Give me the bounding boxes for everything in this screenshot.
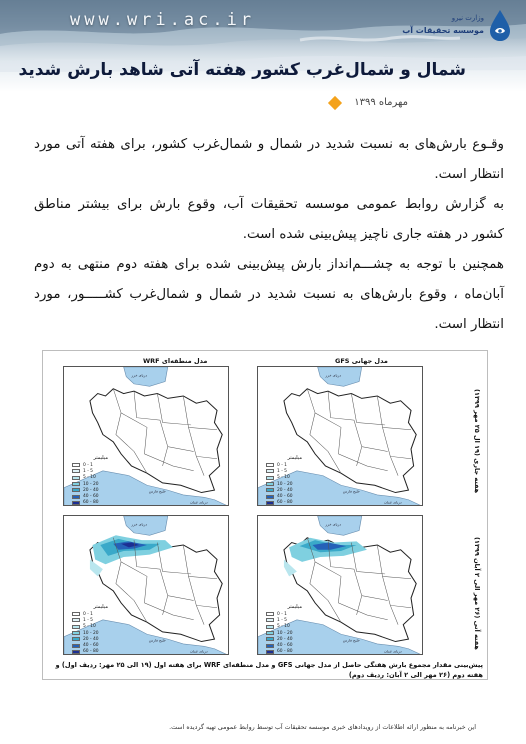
legend-item bbox=[266, 649, 302, 655]
article-paragraph: وقـوع بارش‌های به نسبت شدید در شمال و شمال‌غرب کشور، برای هفته آتی مورد انتظار است. bbox=[34, 137, 504, 182]
oman-sea-label: دریای عمان bbox=[384, 649, 402, 654]
org-ministry: وزارت نیرو bbox=[451, 14, 484, 22]
legend-label: 20 - 40 bbox=[277, 487, 293, 493]
legend-swatch bbox=[72, 625, 80, 629]
legend-swatch bbox=[266, 631, 274, 635]
caspian-sea-label: دریای خزر bbox=[131, 373, 147, 378]
legend-item bbox=[72, 649, 108, 655]
legend-swatch bbox=[72, 650, 80, 654]
legend-label: 0 - 1 bbox=[277, 462, 287, 468]
forecast-map-figure bbox=[42, 350, 488, 680]
legend-swatch bbox=[72, 488, 80, 492]
legend-swatch bbox=[266, 482, 274, 486]
oman-sea-label: دریای عمان bbox=[190, 649, 208, 654]
caspian-sea-label: دریای خزر bbox=[131, 522, 147, 527]
legend-swatch bbox=[266, 625, 274, 629]
legend-swatch bbox=[72, 476, 80, 480]
legend-label: 60 - 80 bbox=[83, 649, 99, 655]
header-banner bbox=[0, 0, 526, 92]
caspian-sea-label: دریای خزر bbox=[325, 373, 341, 378]
persian-gulf-label: خلیج فارس bbox=[342, 638, 360, 643]
map-gfs-week2 bbox=[257, 515, 423, 655]
legend-swatch bbox=[266, 495, 274, 499]
water-drop-logo-icon bbox=[488, 8, 512, 42]
legend-label: 10 - 20 bbox=[83, 481, 99, 487]
legend-label: 40 - 60 bbox=[277, 494, 293, 500]
map-wrf-week1 bbox=[63, 366, 229, 506]
legend-swatch bbox=[266, 612, 274, 616]
legend-swatch bbox=[72, 612, 80, 616]
legend-swatch bbox=[266, 476, 274, 480]
legend-label: 5 - 10 bbox=[83, 475, 96, 481]
legend-label: 10 - 20 bbox=[277, 481, 293, 487]
diamond-bullet-icon bbox=[328, 95, 342, 109]
legend-label: 10 - 20 bbox=[277, 630, 293, 636]
legend-label: 20 - 40 bbox=[83, 636, 99, 642]
legend-swatch bbox=[266, 488, 274, 492]
legend-swatch bbox=[72, 501, 80, 505]
legend-label: 60 - 80 bbox=[277, 649, 293, 655]
page-title: شمال و شمال‌غرب کشور هفته آتی شاهد بارش شدید bbox=[18, 60, 466, 80]
legend-label: 1 - 5 bbox=[277, 617, 287, 623]
issue-date: مهرماه ۱۳۹۹ bbox=[354, 97, 408, 108]
persian-gulf-label: خلیج فارس bbox=[148, 638, 166, 643]
legend-swatch bbox=[72, 631, 80, 635]
legend-swatch bbox=[266, 650, 274, 654]
legend-label: 20 - 40 bbox=[277, 636, 293, 642]
legend-swatch bbox=[72, 482, 80, 486]
legend-label: 5 - 10 bbox=[277, 624, 290, 630]
legend-title: میلیمتر bbox=[93, 455, 108, 461]
row-header-week2: هفته آتی (۲۶ مهر الی ۲ آبان ۱۳۹۹) bbox=[473, 537, 481, 650]
legend-label: 40 - 60 bbox=[83, 643, 99, 649]
legend-label: 0 - 1 bbox=[83, 611, 93, 617]
column-header-gfs: مدل جهانی GFS bbox=[335, 357, 388, 365]
site-url[interactable]: www.wri.ac.ir bbox=[70, 10, 256, 30]
legend-label: 40 - 60 bbox=[83, 494, 99, 500]
org-name: موسسه تحقیقات آب bbox=[402, 26, 484, 35]
legend-swatch bbox=[266, 618, 274, 622]
legend-label: 0 - 1 bbox=[277, 611, 287, 617]
oman-sea-label: دریای عمان bbox=[190, 500, 208, 505]
legend-swatch bbox=[72, 463, 80, 467]
persian-gulf-label: خلیج فارس bbox=[148, 489, 166, 494]
oman-sea-label: دریای عمان bbox=[384, 500, 402, 505]
map-wrf-week2 bbox=[63, 515, 229, 655]
legend-swatch bbox=[72, 637, 80, 641]
legend-swatch bbox=[72, 495, 80, 499]
rainfall-legend bbox=[72, 455, 108, 506]
date-row bbox=[330, 97, 408, 108]
legend-label: 1 - 5 bbox=[83, 617, 93, 623]
legend-label: 1 - 5 bbox=[83, 468, 93, 474]
legend-swatch bbox=[266, 463, 274, 467]
legend-swatch bbox=[266, 501, 274, 505]
map-gfs-week1 bbox=[257, 366, 423, 506]
rainfall-legend bbox=[72, 604, 108, 655]
legend-title: میلیمتر bbox=[287, 455, 302, 461]
legend-label: 60 - 80 bbox=[83, 500, 99, 506]
legend-label: 60 - 80 bbox=[277, 500, 293, 506]
column-header-wrf: مدل منطقه‌ای WRF bbox=[143, 357, 208, 365]
org-logo bbox=[402, 6, 512, 50]
persian-gulf-label: خلیج فارس bbox=[342, 489, 360, 494]
article-paragraph: همچنین با توجه به چشـــم‌انداز بارش پیش‌بینی شده برای هفته دوم منتهی به دوم آبان‌ماه ، وقوع بارش‌های به نسبت شدید در شمال و شمال‌غرب کشـــــور، مورد انتظار است. bbox=[34, 257, 504, 332]
legend-label: 40 - 60 bbox=[277, 643, 293, 649]
legend-label: 0 - 1 bbox=[83, 462, 93, 468]
article-body bbox=[34, 130, 504, 340]
caspian-sea-label: دریای خزر bbox=[325, 522, 341, 527]
legend-swatch bbox=[266, 637, 274, 641]
footer-note: این خبرنامه به منظور ارائه اطلاعات از رویدادهای خبری موسسه تحقیقات آب توسط روابط عمومی تهیه گردیده است. bbox=[169, 724, 476, 731]
row-header-week1: هفته جاری (۱۹ ال ۲۵ مهر ۱۳۹۹) bbox=[473, 389, 481, 494]
rainfall-legend bbox=[266, 455, 302, 506]
legend-swatch bbox=[72, 644, 80, 648]
legend-title: میلیمتر bbox=[93, 604, 108, 610]
article-paragraph: به گزارش روابط عمومی موسسه تحقیقات آب، وقوع بارش برای بیشتر مناطق کشور در هفته جاری ناچیز پیش‌بینی شده است. bbox=[34, 197, 504, 242]
legend-swatch bbox=[72, 469, 80, 473]
rainfall-legend bbox=[266, 604, 302, 655]
legend-label: 5 - 10 bbox=[277, 475, 290, 481]
legend-label: 10 - 20 bbox=[83, 630, 99, 636]
legend-label: 5 - 10 bbox=[83, 624, 96, 630]
figure-caption: پیش‌بینی مقدار مجموع بارش هفتگی حاصل از مدل جهانی GFS و مدل منطقه‌ای WRF برای هفته اول (۱۹ الی ۲۵ مهر: ردیف اول) و هفته دوم (۲۶ مهر الی ۲ آبان: ردیف دوم) bbox=[55, 661, 483, 679]
legend-swatch bbox=[266, 469, 274, 473]
legend-item bbox=[72, 500, 108, 506]
legend-label: 1 - 5 bbox=[277, 468, 287, 474]
legend-swatch bbox=[72, 618, 80, 622]
legend-item bbox=[266, 500, 302, 506]
legend-label: 20 - 40 bbox=[83, 487, 99, 493]
legend-title: میلیمتر bbox=[287, 604, 302, 610]
legend-swatch bbox=[266, 644, 274, 648]
